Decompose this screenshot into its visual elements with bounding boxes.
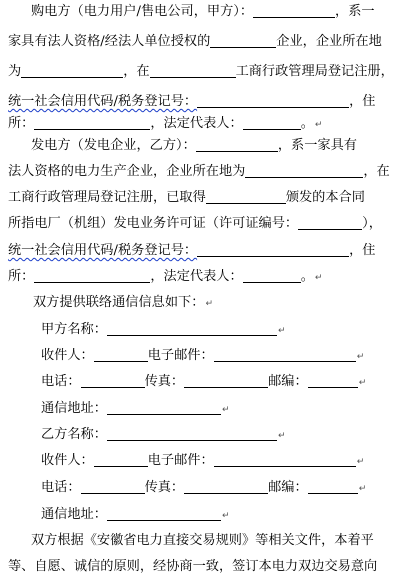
party-a-authorized-blank bbox=[210, 33, 276, 48]
party-b-line-5: 统一社会信用代码/税务登记号： ，住 bbox=[8, 243, 376, 258]
party-b-fax-blank bbox=[184, 479, 268, 494]
party-a-address-blank bbox=[34, 115, 150, 130]
party-a-fax-blank bbox=[184, 373, 268, 388]
party-a-legal-rep-blank bbox=[243, 115, 301, 130]
party-b-line-2: 法人资格的电力生产企业，企业所在地为 ，在 bbox=[8, 164, 390, 179]
party-b-line-6: 所： ，法定代表人： 。↵ bbox=[8, 269, 323, 284]
party-a-line-4: 统一社会信用代码/税务登记号： ，住 bbox=[8, 94, 376, 109]
party-a-credit-code-blank bbox=[197, 93, 349, 108]
closing-line-1: 双方根据《安徽省电力直接交易规则》等相关文件，本着平 bbox=[31, 533, 374, 548]
party-a-line-5: 所： ，法定代表人： 。↵ bbox=[8, 116, 323, 131]
party-b-line-4: 所指电厂（机组）发电业务许可证（许可证编号： ）， bbox=[8, 216, 382, 231]
party-b-address-line: 通信地址： ↵ bbox=[41, 507, 230, 522]
party-b-email-blank bbox=[214, 452, 356, 467]
party-b-contact-name-line: 乙方名称： ↵ bbox=[41, 427, 286, 442]
party-b-name-blank bbox=[196, 137, 278, 152]
party-b-recipient-blank bbox=[94, 452, 148, 467]
party-b-location-blank bbox=[245, 163, 363, 178]
party-a-buyer-label: 购电方（电力用户/售电公司，甲方）： bbox=[31, 4, 254, 19]
party-b-line-1: 发电方（发电企业，乙方）： ，系一家具有 bbox=[31, 138, 357, 153]
party-a-email-blank bbox=[214, 347, 356, 362]
party-b-postcode-blank bbox=[308, 479, 358, 494]
party-b-phone-line: 电话： 传真： 邮编： ↵ bbox=[41, 480, 367, 495]
party-a-contact-name-blank bbox=[107, 321, 277, 336]
party-b-legal-rep-blank bbox=[243, 268, 301, 283]
party-a-location-blank bbox=[21, 63, 123, 78]
party-a-address-line: 通信地址： ↵ bbox=[41, 401, 230, 416]
party-b-license-no-blank bbox=[298, 215, 362, 230]
party-a-line-2: 家具有法人资格/经法人单位授权的 企业，企业所在地 bbox=[8, 34, 382, 49]
party-a-postcode-blank bbox=[308, 373, 358, 388]
party-a-contact-address-blank bbox=[107, 400, 221, 415]
party-b-line-3: 工商行政管理局登记注册，已取得 颁发的本合同 bbox=[8, 190, 365, 205]
party-b-issuer-blank bbox=[206, 189, 286, 204]
party-b-contact-name-blank bbox=[107, 426, 277, 441]
party-b-phone-blank bbox=[81, 479, 145, 494]
party-a-name-blank bbox=[253, 3, 335, 18]
party-a-line-1: 购电方（电力用户/售电公司，甲方）： ，系一 bbox=[31, 4, 375, 19]
party-b-seller-label: 发电方（发电企业，乙方）： bbox=[31, 138, 196, 153]
party-a-phone-line: 电话： 传真： 邮编： ↵ bbox=[41, 374, 367, 389]
party-b-credit-code-blank bbox=[197, 242, 349, 257]
party-b-address-blank bbox=[34, 268, 150, 283]
closing-line-2: 等、自愿、诚信的原则，经协商一致，签订本电力双边交易意向 bbox=[8, 559, 378, 574]
party-a-registry-blank bbox=[150, 63, 236, 78]
contact-intro: 双方提供联络通信信息如下：↵ bbox=[33, 295, 213, 310]
paragraph-mark-icon: ↵ bbox=[314, 120, 323, 130]
party-a-contact-name-line: 甲方名称： ↵ bbox=[41, 322, 286, 337]
party-b-contact-address-blank bbox=[107, 506, 221, 521]
party-a-line-3: 为 ，在 工商行政管理局登记注册， bbox=[8, 64, 394, 79]
party-a-recipient-line: 收件人： 电子邮件： ↵ bbox=[41, 348, 365, 363]
party-a-recipient-blank bbox=[94, 347, 148, 362]
party-a-credit-code-label: 统一社会信用代码/税务登记号： bbox=[8, 94, 198, 109]
party-b-recipient-line: 收件人： 电子邮件： ↵ bbox=[41, 453, 365, 468]
party-b-credit-code-label: 统一社会信用代码/税务登记号： bbox=[8, 243, 198, 258]
party-a-phone-blank bbox=[81, 373, 145, 388]
